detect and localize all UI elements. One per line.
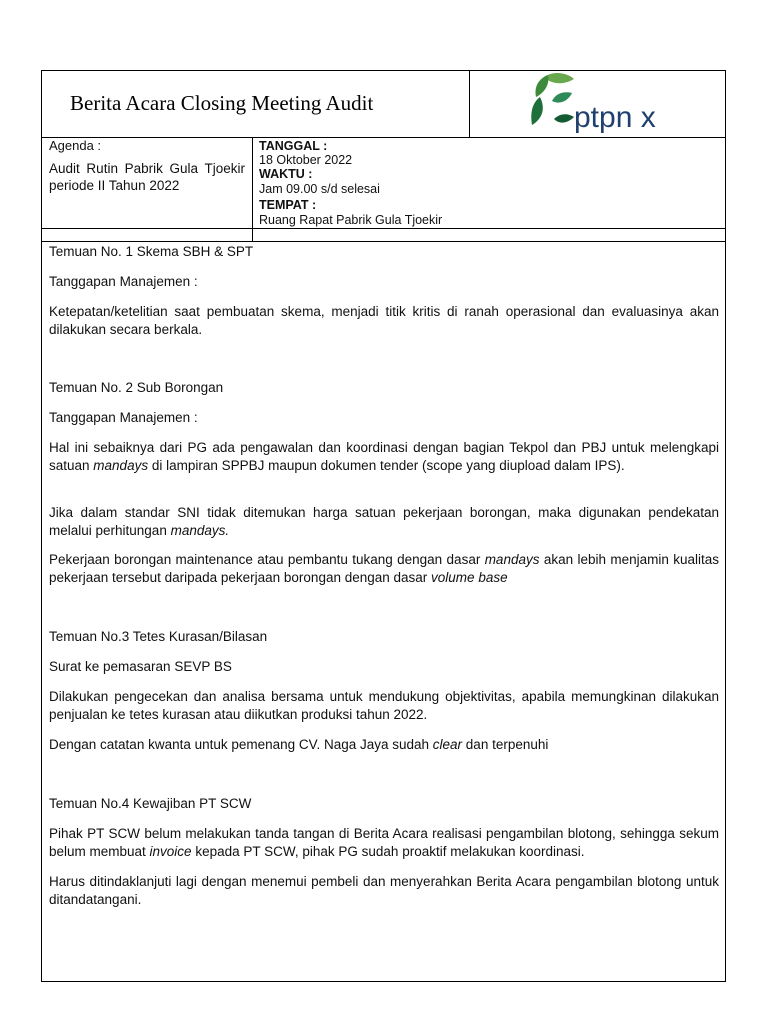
logo-text: ptpn x bbox=[574, 101, 656, 134]
finding-2-paragraph-2: Jika dalam standar SNI tidak ditemukan harga satuan pekerjaan borongan, maka digunakan pendekatan melalui perhitungan mandays. bbox=[49, 505, 719, 538]
time-value: Jam 09.00 s/d selesai bbox=[259, 182, 380, 196]
logo-cell bbox=[470, 71, 725, 137]
agenda-label: Agenda : bbox=[49, 138, 102, 153]
agenda-text: Audit Rutin Pabrik Gula Tjoekir periode II Tahun 2022 bbox=[49, 161, 245, 193]
finding-1-response: Ketepatan/ketelitian saat pembuatan skema, menjadi titik kritis di ranah operasional dan evaluasinya akan dilakukan secara berkala. bbox=[49, 304, 719, 337]
finding-2-paragraph-3: Pekerjaan borongan maintenance atau pembantu tukang dengan dasar mandays akan lebih menjamin kualitas pekerjaan tersebut daripada pekerjaan borongan dengan dasar volume base bbox=[49, 552, 719, 585]
ptpn-logo-icon bbox=[530, 71, 670, 135]
header-row bbox=[42, 71, 725, 138]
meeting-info-cell bbox=[253, 137, 725, 228]
finding-3-title: Temuan No.3 Tetes Kurasan/Bilasan bbox=[49, 629, 268, 644]
finding-3-paragraph-2: Dengan catatan kwanta untuk pemenang CV. Naga Jaya sudah clear dan terpenuhi bbox=[49, 737, 549, 752]
document-frame bbox=[41, 70, 726, 982]
finding-4-paragraph-2: Harus ditindaklanjuti lagi dengan menemui pembeli dan menyerahkan Berita Acara pengambilan blotong untuk ditandatangani. bbox=[49, 874, 719, 907]
finding-2-response-label: Tanggapan Manajemen : bbox=[49, 410, 198, 425]
finding-1-title: Temuan No. 1 Skema SBH & SPT bbox=[49, 244, 254, 259]
finding-3-subtitle: Surat ke pemasaran SEVP BS bbox=[49, 659, 232, 674]
date-value: 18 Oktober 2022 bbox=[259, 153, 353, 167]
spacer-row bbox=[42, 228, 725, 242]
spacer-divider bbox=[252, 228, 253, 241]
finding-4-paragraph-1: Pihak PT SCW belum melakukan tanda tangan di Berita Acara realisasi pengambilan blotong, sehingga sekum belum membuat invoice kepada PT SCW, pihak PG sudah proaktif melakukan koordinasi. bbox=[49, 826, 719, 859]
finding-1-response-label: Tanggapan Manajemen : bbox=[49, 274, 198, 289]
place-value: Ruang Rapat Pabrik Gula Tjoekir bbox=[259, 213, 443, 227]
time-label: WAKTU : bbox=[259, 167, 313, 181]
finding-3-paragraph-1: Dilakukan pengecekan dan analisa bersama untuk mendukung objektivitas, apabila memungkinan dilakukan penjualan ke tetes kurasan atau diikutkan produksi tahun 2022. bbox=[49, 689, 719, 722]
document-title: Berita Acara Closing Meeting Audit bbox=[70, 91, 374, 115]
place-label: TEMPAT : bbox=[259, 198, 317, 212]
finding-4-title: Temuan No.4 Kewajiban PT SCW bbox=[49, 796, 252, 811]
title-cell bbox=[42, 71, 470, 137]
finding-2-paragraph-1: Hal ini sebaiknya dari PG ada pengawalan dan koordinasi dengan bagian Tekpol dan PBJ untuk melengkapi satuan mandays di lampiran SPPBJ maupun dokumen tender (scope yang diupload dalam IPS). bbox=[49, 440, 719, 473]
agenda-row bbox=[42, 137, 725, 229]
finding-2-title: Temuan No. 2 Sub Borongan bbox=[49, 380, 224, 395]
agenda-cell bbox=[42, 137, 253, 228]
date-label: TANGGAL : bbox=[259, 139, 328, 153]
